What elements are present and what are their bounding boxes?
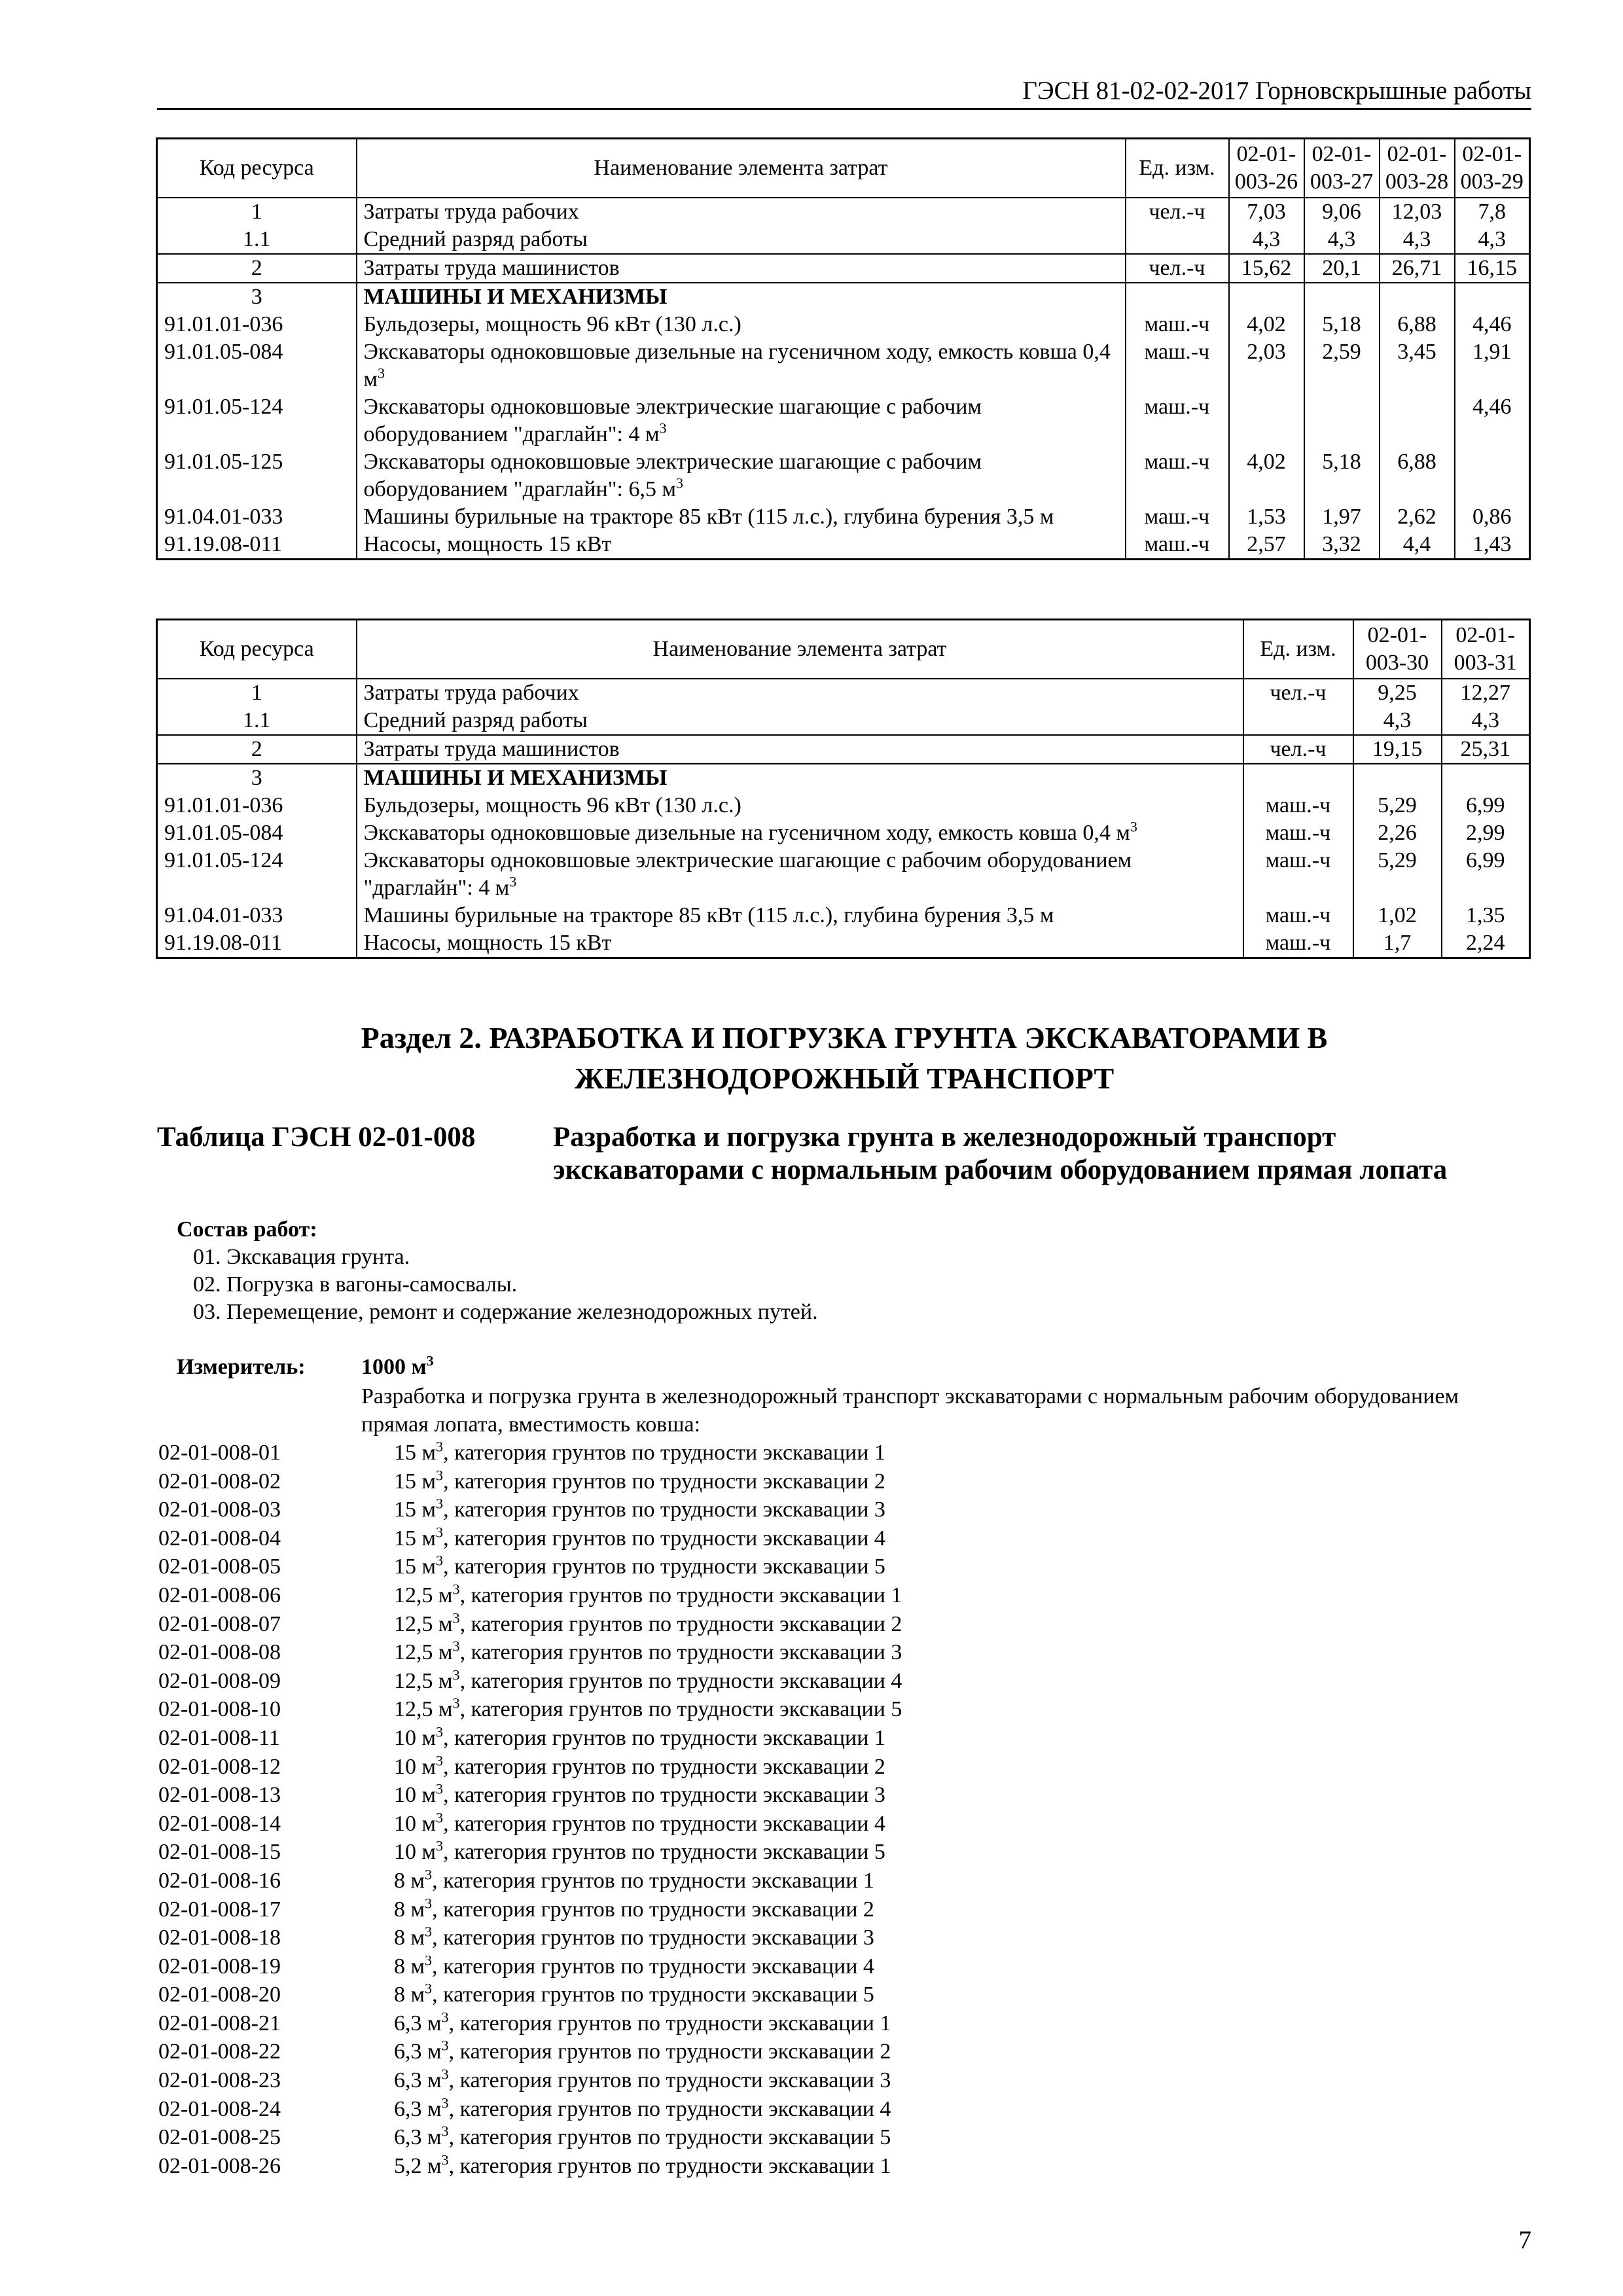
cell-code: 91.01.05-124 (157, 393, 357, 448)
code-description: 10 $м^3$, категория грунтов по трудности экскавации 2 (394, 1752, 885, 1779)
cell-value: 1,91 (1455, 338, 1530, 393)
code-id: 02-01-008-03 (158, 1498, 281, 1522)
code-id: 02-01-008-02 (158, 1469, 281, 1494)
code-description: 10 $м^3$, категория грунтов по трудности экскавации 1 (394, 1723, 885, 1750)
header-unit: Ед. изм. (1126, 139, 1229, 198)
cell-name: Экскаваторы одноковшовые электрические шагающие с рабочим оборудованием "драглайн": 6,5 $м^3$ (357, 448, 1126, 503)
code-description: 12,5 $м^3$, категория грунтов по трудности экскавации 5 (394, 1695, 902, 1722)
cell-value: 4,3 (1455, 226, 1530, 254)
cell-name: МАШИНЫ И МЕХАНИЗМЫ (357, 764, 1243, 792)
cell-value: 1,43 (1455, 531, 1530, 560)
cell-unit (1126, 226, 1229, 254)
cell-unit: чел.-ч (1126, 198, 1229, 226)
cell-unit: маш.-ч (1126, 393, 1229, 448)
code-description: 15 $м^3$, категория грунтов по трудности экскавации 2 (394, 1467, 885, 1494)
code-description: 6,3 $м^3$, категория грунтов по трудности экскавации 3 (394, 2066, 891, 2093)
code-id: 02-01-008-09 (158, 1668, 281, 1693)
list-item (158, 2009, 902, 2038)
code-description: 8 $м^3$, категория грунтов по трудности экскавации 1 (394, 1866, 874, 1893)
cell-value: 2,24 (1442, 929, 1530, 958)
section-title-line: Раздел 2. РАЗРАБОТКА И ПОГРУЗКА ГРУНТА ЭКСКАВАТОРАМИ В (361, 1021, 1328, 1054)
cell-code: 91.01.05-125 (157, 448, 357, 503)
cell-code: 91.01.05-084 (157, 819, 357, 847)
cell-code: 91.04.01-033 (157, 902, 357, 929)
cell-name: Затраты труда машинистов (357, 735, 1243, 764)
cell-name: Насосы, мощность 15 кВт (357, 531, 1126, 560)
table-row (157, 393, 1530, 448)
cell-value: 6,88 (1380, 448, 1455, 503)
list-item (158, 1838, 902, 1867)
list-item (158, 2123, 902, 2152)
code-id: 02-01-008-11 (158, 1725, 280, 1750)
code-description: 6,3 $м^3$, категория грунтов по трудности экскавации 1 (394, 2009, 891, 2036)
code-id: 02-01-008-05 (158, 1554, 281, 1579)
gesn-table-label: Таблица ГЭСН 02-01-008 (157, 1122, 476, 1153)
cell-value: 5,29 (1353, 792, 1442, 819)
code-id: 02-01-008-07 (158, 1611, 281, 1636)
measure-value: 1000 $м^3$ (361, 1352, 434, 1379)
cell-name: Затраты труда рабочих (357, 198, 1126, 226)
code-description: 8 $м^3$, категория грунтов по трудности экскавации 2 (394, 1895, 874, 1922)
header-col: 02-01-003-30 (1353, 620, 1442, 679)
running-header: ГЭСН 81-02-02-2017 Горновскрышные работы (1022, 77, 1531, 105)
code-id: 02-01-008-18 (158, 1926, 281, 1950)
resource-table-1 (156, 137, 1531, 560)
cell-value: 5,29 (1353, 847, 1442, 902)
code-description: 15 $м^3$, категория грунтов по трудности экскавации 5 (394, 1552, 885, 1579)
list-item (158, 1924, 902, 1952)
list-item (158, 1667, 902, 1696)
cell-unit: маш.-ч (1126, 448, 1229, 503)
cell-name: Бульдозеры, мощность 96 кВт (130 л.с.) (357, 311, 1126, 338)
code-description: 8 $м^3$, категория грунтов по трудности экскавации 3 (394, 1923, 874, 1950)
cell-code: 3 (157, 283, 357, 311)
cell-value: 5,18 (1304, 311, 1380, 338)
list-item (158, 1638, 902, 1667)
composition-item: 02. Погрузка в вагоны-самосвалы. (193, 1272, 518, 1297)
list-item (158, 1810, 902, 1839)
code-description: 12,5 $м^3$, категория грунтов по трудности экскавации 4 (394, 1666, 902, 1693)
cell-name: Экскаваторы одноковшовые электрические шагающие с рабочим оборудованием "драглайн": 4 $м^3$ (357, 393, 1126, 448)
cell-unit: маш.-ч (1243, 792, 1353, 819)
header-unit: Ед. изм. (1243, 620, 1353, 679)
list-item (158, 2095, 902, 2124)
cell-name: Экскаваторы одноковшовые дизельные на гусеничном ходу, емкость ковша 0,4 $м^3$ (357, 338, 1126, 393)
cell-name: Экскаваторы одноковшовые электрические шагающие с рабочим оборудованием "драглайн": 4 $м^3$ (357, 847, 1243, 902)
cell-unit: маш.-ч (1243, 847, 1353, 902)
cell-value (1229, 283, 1304, 311)
cell-unit: маш.-ч (1243, 819, 1353, 847)
code-id: 02-01-008-24 (158, 2096, 281, 2121)
cell-value: 3,32 (1304, 531, 1380, 560)
cell-value: 4,3 (1304, 226, 1380, 254)
cell-value: 1,53 (1229, 503, 1304, 531)
cell-value: 4,02 (1229, 311, 1304, 338)
code-id: 02-01-008-17 (158, 1897, 281, 1922)
cell-value (1455, 283, 1530, 311)
cell-value: 12,03 (1380, 198, 1455, 226)
measure-description: Разработка и погрузка грунта в железнодорожный транспорт экскаваторами с нормальным рабочим оборудованием прямая лопата, вместимость ковша: (361, 1384, 1459, 1437)
cell-name: Затраты труда машинистов (357, 254, 1126, 283)
cell-value: 4,02 (1229, 448, 1304, 503)
table-row (157, 338, 1530, 393)
cell-name: Средний разряд работы (357, 707, 1243, 735)
measure-label: Измеритель: (177, 1355, 306, 1379)
code-id: 02-01-008-15 (158, 1840, 281, 1865)
table-row (157, 902, 1530, 929)
list-item (158, 1695, 902, 1724)
code-description: 6,3 $м^3$, категория грунтов по трудности экскавации 5 (394, 2123, 891, 2150)
code-id: 02-01-008-08 (158, 1640, 281, 1665)
cell-value: 2,62 (1380, 503, 1455, 531)
code-id: 02-01-008-21 (158, 2011, 281, 2036)
cell-unit: маш.-ч (1126, 503, 1229, 531)
header-rule (157, 108, 1531, 110)
cell-value: 6,99 (1442, 792, 1530, 819)
code-id: 02-01-008-23 (158, 2068, 281, 2093)
cell-code: 91.01.01-036 (157, 311, 357, 338)
cell-value: 26,71 (1380, 254, 1455, 283)
cell-value: 1,35 (1442, 902, 1530, 929)
table-row (157, 764, 1530, 792)
cell-value: 4,3 (1229, 226, 1304, 254)
code-description: 12,5 $м^3$, категория грунтов по трудности экскавации 1 (394, 1581, 902, 1607)
composition-heading: Состав работ: (177, 1217, 317, 1242)
table-row (157, 929, 1530, 958)
cell-code: 91.19.08-011 (157, 929, 357, 958)
code-id: 02-01-008-26 (158, 2153, 281, 2178)
cell-code: 1 (157, 679, 357, 707)
list-item (158, 1724, 902, 1753)
code-id: 02-01-008-16 (158, 1868, 281, 1893)
cell-value (1304, 393, 1380, 448)
list-item (158, 1981, 902, 2009)
page-number: 7 (1518, 2226, 1531, 2254)
code-id: 02-01-008-25 (158, 2125, 281, 2150)
cell-value: 4,3 (1380, 226, 1455, 254)
cell-value: 4,46 (1455, 311, 1530, 338)
table-row (157, 448, 1530, 503)
header-col: 02-01-003-31 (1442, 620, 1530, 679)
composition-item: 03. Перемещение, ремонт и содержание железнодорожных путей. (193, 1300, 818, 1324)
cell-code: 91.01.01-036 (157, 792, 357, 819)
cell-value: 2,26 (1353, 819, 1442, 847)
table-row (157, 531, 1530, 560)
list-item (158, 1467, 902, 1496)
code-description: 15 $м^3$, категория грунтов по трудности экскавации 1 (394, 1438, 885, 1465)
table-row (157, 735, 1530, 764)
resource-table-2 (156, 619, 1531, 959)
code-id: 02-01-008-01 (158, 1441, 281, 1465)
cell-value: 20,1 (1304, 254, 1380, 283)
cell-value: 1,7 (1353, 929, 1442, 958)
list-item (158, 1496, 902, 1524)
cell-value: 6,99 (1442, 847, 1530, 902)
list-item (158, 1895, 902, 1924)
cell-value: 15,62 (1229, 254, 1304, 283)
cell-unit: маш.-ч (1243, 929, 1353, 958)
list-item (158, 1781, 902, 1810)
cell-value (1455, 448, 1530, 503)
list-item (158, 1581, 902, 1610)
code-description: 10 $м^3$, категория грунтов по трудности экскавации 5 (394, 1837, 885, 1865)
cell-code: 2 (157, 254, 357, 283)
cell-value (1380, 393, 1455, 448)
cell-unit: маш.-ч (1126, 338, 1229, 393)
table-row (157, 283, 1530, 311)
code-id: 02-01-008-12 (158, 1754, 281, 1779)
cell-value: 7,03 (1229, 198, 1304, 226)
cell-unit: маш.-ч (1243, 902, 1353, 929)
cell-value: 2,59 (1304, 338, 1380, 393)
table-row (157, 819, 1530, 847)
code-description: 5,2 $м^3$, категория грунтов по трудности экскавации 1 (394, 2151, 891, 2178)
cell-code: 2 (157, 735, 357, 764)
cell-value: 1,97 (1304, 503, 1380, 531)
cell-value: 12,27 (1442, 679, 1530, 707)
list-item (158, 2066, 902, 2095)
header-col: 02-01-003-28 (1380, 139, 1455, 198)
code-description: 10 $м^3$, категория грунтов по трудности экскавации 4 (394, 1809, 885, 1836)
cell-value: 9,06 (1304, 198, 1380, 226)
cell-name: Машины бурильные на тракторе 85 кВт (115 л.с.), глубина бурения 3,5 м (357, 503, 1126, 531)
cell-unit (1243, 707, 1353, 735)
header-name: Наименование элемента затрат (357, 139, 1126, 198)
cell-value: 5,18 (1304, 448, 1380, 503)
header-code: Код ресурса (157, 139, 357, 198)
cell-value: 9,25 (1353, 679, 1442, 707)
table-row (157, 707, 1530, 735)
cell-name: МАШИНЫ И МЕХАНИЗМЫ (357, 283, 1126, 311)
table-row (157, 254, 1530, 283)
code-description: 15 $м^3$, категория грунтов по трудности экскавации 4 (394, 1524, 885, 1551)
cell-value: 6,88 (1380, 311, 1455, 338)
code-id: 02-01-008-22 (158, 2039, 281, 2064)
table-row (157, 226, 1530, 254)
cell-unit (1126, 283, 1229, 311)
cell-value: 2,03 (1229, 338, 1304, 393)
cell-value: 16,15 (1455, 254, 1530, 283)
list-item (158, 1952, 902, 1981)
code-description: 8 $м^3$, категория грунтов по трудности экскавации 4 (394, 1952, 874, 1979)
list-item (158, 1867, 902, 1895)
cell-name: Бульдозеры, мощность 96 кВт (130 л.с.) (357, 792, 1243, 819)
cell-name: Машины бурильные на тракторе 85 кВт (115 л.с.), глубина бурения 3,5 м (357, 902, 1243, 929)
code-description: 15 $м^3$, категория грунтов по трудности экскавации 3 (394, 1495, 885, 1522)
table-row (157, 503, 1530, 531)
code-description: 8 $м^3$, категория грунтов по трудности экскавации 5 (394, 1980, 874, 2007)
cell-unit (1243, 764, 1353, 792)
cell-code: 91.04.01-033 (157, 503, 357, 531)
code-id: 02-01-008-04 (158, 1526, 281, 1551)
table-row (157, 198, 1530, 226)
cell-code: 1.1 (157, 707, 357, 735)
code-description: 6,3 $м^3$, категория грунтов по трудности экскавации 2 (394, 2037, 891, 2064)
table-body (157, 198, 1530, 560)
section-title (157, 1018, 1531, 1099)
cell-value: 2,99 (1442, 819, 1530, 847)
section-title-line: ЖЕЛЕЗНОДОРОЖНЫЙ ТРАНСПОРТ (574, 1062, 1115, 1095)
code-list (158, 1439, 902, 2180)
cell-value: 2,57 (1229, 531, 1304, 560)
table-row (157, 679, 1530, 707)
table-row (157, 847, 1530, 902)
cell-name: Насосы, мощность 15 кВт (357, 929, 1243, 958)
cell-value (1353, 764, 1442, 792)
list-item (158, 1524, 902, 1553)
composition-item: 01. Экскавация грунта. (193, 1245, 410, 1269)
code-id: 02-01-008-19 (158, 1954, 281, 1979)
cell-code: 91.01.05-084 (157, 338, 357, 393)
cell-value: 4,3 (1442, 707, 1530, 735)
cell-value (1442, 764, 1530, 792)
cell-value: 7,8 (1455, 198, 1530, 226)
code-id: 02-01-008-20 (158, 1982, 281, 2007)
cell-code: 1.1 (157, 226, 357, 254)
header-col: 02-01-003-26 (1229, 139, 1304, 198)
code-id: 02-01-008-06 (158, 1583, 281, 1607)
gesn-table-description: Разработка и погрузка грунта в железнодорожный транспорт экскаваторами с нормальным рабочим оборудованием прямая лопата (553, 1122, 1448, 1185)
list-item (158, 1610, 902, 1639)
cell-code: 91.01.05-124 (157, 847, 357, 902)
cell-value (1304, 283, 1380, 311)
code-description: 12,5 $м^3$, категория грунтов по трудности экскавации 3 (394, 1638, 902, 1665)
header-code: Код ресурса (157, 620, 357, 679)
code-id: 02-01-008-14 (158, 1811, 281, 1836)
cell-name: Экскаваторы одноковшовые дизельные на гусеничном ходу, емкость ковша 0,4 $м^3$ (357, 819, 1243, 847)
cell-value: 4,46 (1455, 393, 1530, 448)
cell-name: Затраты труда рабочих (357, 679, 1243, 707)
cell-value (1229, 393, 1304, 448)
cell-name: Средний разряд работы (357, 226, 1126, 254)
header-col: 02-01-003-29 (1455, 139, 1530, 198)
cell-value: 25,31 (1442, 735, 1530, 764)
header-name: Наименование элемента затрат (357, 620, 1243, 679)
table-row (157, 311, 1530, 338)
composition-list (193, 1244, 818, 1326)
cell-code: 3 (157, 764, 357, 792)
cell-value: 3,45 (1380, 338, 1455, 393)
list-item (158, 1552, 902, 1581)
cell-value: 1,02 (1353, 902, 1442, 929)
code-description: 10 $м^3$, категория грунтов по трудности экскавации 3 (394, 1780, 885, 1808)
cell-code: 91.19.08-011 (157, 531, 357, 560)
list-item (158, 2037, 902, 2066)
list-item (158, 1439, 902, 1467)
cell-unit: чел.-ч (1243, 735, 1353, 764)
code-id: 02-01-008-10 (158, 1697, 281, 1722)
header-col: 02-01-003-27 (1304, 139, 1380, 198)
cell-unit: чел.-ч (1243, 679, 1353, 707)
list-item (158, 1753, 902, 1782)
cell-value: 4,3 (1353, 707, 1442, 735)
cell-unit: маш.-ч (1126, 311, 1229, 338)
table-header-row (157, 620, 1530, 679)
cell-value (1380, 283, 1455, 311)
table-body (157, 679, 1530, 958)
list-item (158, 2152, 902, 2181)
cell-value: 0,86 (1455, 503, 1530, 531)
cell-value: 4,4 (1380, 531, 1455, 560)
cell-unit: чел.-ч (1126, 254, 1229, 283)
cell-value: 19,15 (1353, 735, 1442, 764)
cell-unit: маш.-ч (1126, 531, 1229, 560)
code-description: 12,5 $м^3$, категория грунтов по трудности экскавации 2 (394, 1609, 902, 1636)
table-header-row (157, 139, 1530, 198)
code-description: 6,3 $м^3$, категория грунтов по трудности экскавации 4 (394, 2094, 891, 2121)
code-id: 02-01-008-13 (158, 1783, 281, 1808)
table-row (157, 792, 1530, 819)
cell-code: 1 (157, 198, 357, 226)
